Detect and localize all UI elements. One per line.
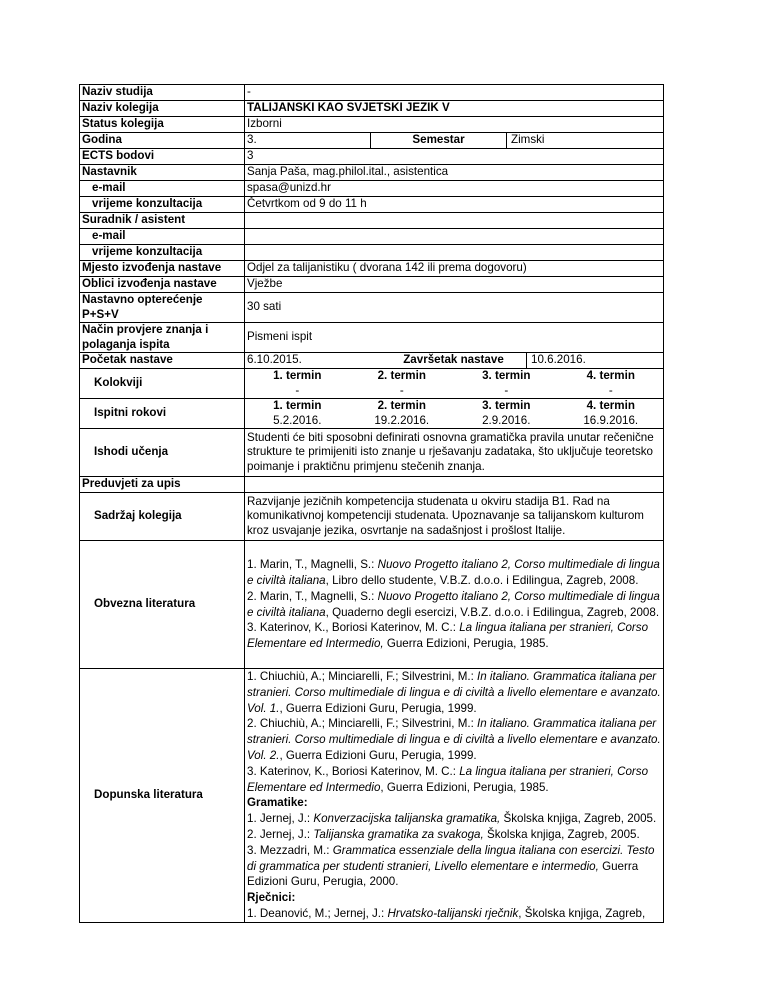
value-semestar: Zimski <box>511 133 545 147</box>
value-zavrsetak: 10.6.2016. <box>527 353 664 367</box>
value-status-kolegija: Izborni <box>245 117 664 133</box>
value-vrijeme-konzultacija-asistent <box>245 245 664 261</box>
kolokviji-header-3: 3. termin <box>482 369 531 383</box>
obvezna-2-authors: 2. Marin, T., Magnelli, S.: <box>247 589 378 603</box>
value-email: spasa@unizd.hr <box>245 181 664 197</box>
label-ispitni-rokovi: Ispitni rokovi <box>80 399 245 429</box>
gramatike-2-publisher: Školska knjiga, Zagreb, 2005. <box>483 827 640 841</box>
rjecnici-1-publisher: , Školska knjiga, Zagreb, <box>518 906 646 920</box>
gramatike-1-publisher: Školska knjiga, Zagreb, 2005. <box>500 812 657 826</box>
obvezna-2-publisher: , Quaderno degli esercizi, V.B.Z. d.o.o. i Edilingua, Zagreb, 2008. <box>325 605 660 619</box>
label-dopunska: Dopunska literatura <box>80 669 245 923</box>
value-sadrzaj: Razvijanje jezičnih kompetencija studenata u okviru stadija B1. Rad na komunikativnoj kompetenciji studenata. Upoznavanje sa talijanskom kulturom kroz usvajanje jezika, osvrtanje na sadašnjost i prošlost Italije. <box>245 493 664 541</box>
label-provjera-line2: polaganja ispita <box>82 337 170 351</box>
rjecnici-item-1 <box>247 906 661 922</box>
rjecnici-heading: Rječnici: <box>247 891 296 905</box>
kolokviji-table <box>245 369 663 398</box>
rjecnici-1-title: Hrvatsko-talijanski rječnik <box>387 906 519 920</box>
gramatike-3-publisher: Guerra Edizioni Guru, Perugia, 2000. <box>247 859 639 889</box>
value-provjera: Pismeni ispit <box>245 323 664 353</box>
label-sadrzaj: Sadržaj kolegija <box>80 493 245 541</box>
value-mjesto: Odjel za talijanistiku ( dvorana 142 ili prema dogovoru) <box>245 261 664 277</box>
obvezna-1-title: Nuovo Progetto italiano 2, Corso multimediale di lingua e civiltà italiana <box>247 558 660 587</box>
dopunska-3-title: La lingua italiana per stranieri, Corso Elementare ed Intermedio <box>247 764 649 794</box>
dopunska-3-publisher: , Guerra Edizioni, Perugia, 1985. <box>380 780 549 794</box>
gramatike-2-authors: 2. Jernej, J.: <box>247 827 314 841</box>
label-godina: Godina <box>80 133 245 149</box>
obvezna-3-authors: 3. Katerinov, K., Boriosi Katerinov, M. C.: <box>247 621 460 635</box>
label-ishodi: Ishodi učenja <box>80 429 245 477</box>
label-kolokviji: Kolokviji <box>80 369 245 399</box>
gramatike-item-1 <box>247 811 661 827</box>
rokovi-header-3: 3. termin <box>482 399 531 413</box>
obvezna-item-1 <box>247 557 661 589</box>
label-status-kolegija: Status kolegija <box>80 117 245 133</box>
label-pocetak: Početak nastave <box>80 353 245 369</box>
kolokviji-value-4: - <box>608 383 613 397</box>
obvezna-1-publisher: , Libro dello studente, V.B.Z. d.o.o. i Edilingua, Zagreb, 2008. <box>325 573 639 587</box>
gramatike-1-title: Konverzacijska talijanska gramatika, <box>313 812 501 826</box>
kolokviji-header-4: 4. termin <box>586 369 635 383</box>
dopunska-2-publisher: , Guerra Edizioni Guru, Perugia, 1999. <box>279 748 477 762</box>
ispitni-rokovi-table <box>245 399 663 428</box>
dopunska-2-authors: 2. Chiuchiù, A.; Minciarelli, F.; Silvestrini, M.: <box>247 717 478 731</box>
label-oblici: Oblici izvođenja nastave <box>80 277 245 293</box>
value-pocetak: 6.10.2015. <box>247 353 302 367</box>
rokovi-value-2: 19.2.2016. <box>374 413 430 427</box>
gramatike-1-authors: 1. Jernej, J.: <box>247 812 314 826</box>
label-nastavnik: Nastavnik <box>80 165 245 181</box>
course-syllabus-table <box>79 84 664 923</box>
obvezna-item-2 <box>247 589 661 621</box>
label-ects: ECTS bodovi <box>80 149 245 165</box>
obvezna-1-authors: 1. Marin, T., Magnelli, S.: <box>247 558 378 572</box>
label-naziv-studija: Naziv studija <box>80 85 245 101</box>
label-obvezna: Obvezna literatura <box>80 541 245 669</box>
gramatike-item-3 <box>247 843 661 890</box>
value-nastavnik: Sanja Paša, mag.philol.ital., asistentica <box>245 165 664 181</box>
gramatike-3-authors: 3. Mezzadri, M.: <box>247 843 333 857</box>
dopunska-2-title: In italiano. Grammatica italiana per stranieri. Corso multimediale di lingua e di civiltà a livello elementare e avanzato. Vol. 2. <box>247 717 661 762</box>
value-dopunska-literatura <box>245 669 664 923</box>
value-vrijeme-konzultacija: Četvrtkom od 9 do 11 h <box>245 197 664 213</box>
rokovi-header-4: 4. termin <box>586 399 635 413</box>
label-opterecenje <box>80 293 245 323</box>
label-email-asistent: e-mail <box>80 229 245 245</box>
value-suradnik <box>245 213 664 229</box>
label-vrijeme-konzultacija-asistent: vrijeme konzultacija <box>80 245 245 261</box>
rokovi-value-3: 2.9.2016. <box>482 413 531 427</box>
label-semestar: Semestar <box>371 133 507 147</box>
kolokviji-value-3: - <box>504 383 509 397</box>
dopunska-3-authors: 3. Katerinov, K., Boriosi Katerinov, M. C.: <box>247 764 460 778</box>
gramatike-heading: Gramatike: <box>247 796 308 810</box>
dopunska-1-authors: 1. Chiuchiù, A.; Minciarelli, F.; Silvestrini, M.: <box>247 670 478 683</box>
value-ects: 3 <box>245 149 664 165</box>
obvezna-2-title: Nuovo Progetto italiano 2, Corso multimediale di lingua e civiltà italiana <box>247 589 660 619</box>
rokovi-header-2: 2. termin <box>377 399 426 413</box>
dopunska-item-2 <box>247 716 661 763</box>
label-naziv-kolegija: Naziv kolegija <box>80 101 245 117</box>
kolokviji-header-2: 2. termin <box>377 369 426 383</box>
obvezna-item-3 <box>247 620 661 652</box>
value-naziv-kolegija: TALIJANSKI KAO SVJETSKI JEZIK V <box>245 101 664 117</box>
dopunska-1-publisher: , Guerra Edizioni Guru, Perugia, 1999. <box>279 701 477 715</box>
label-provjera-line1: Način provjere znanja i <box>82 323 209 337</box>
value-ishodi: Studenti će biti sposobni definirati osnovna gramatička pravila unutar rečenične strukture te primijeniti isto znanje u rješavanju zadataka, što uključuje teoretsko poimanje i praktičnu primjenu stečenih znanja. <box>245 429 664 477</box>
gramatike-item-2 <box>247 827 661 843</box>
label-provjera <box>80 323 245 353</box>
kolokviji-value-1: - <box>295 383 300 397</box>
obvezna-3-title: La lingua italiana per stranieri, Corso Elementare ed Intermedio, <box>247 621 649 651</box>
dopunska-item-3 <box>247 764 661 796</box>
label-opterecenje-line2: P+S+V <box>82 307 119 321</box>
value-naziv-studija: - <box>245 85 664 101</box>
value-obvezna-literatura <box>245 541 664 669</box>
label-preduvjeti: Preduvjeti za upis <box>80 477 245 493</box>
kolokviji-value-2: - <box>399 383 404 397</box>
gramatike-2-title: Talijanska gramatika za svakoga, <box>313 827 484 841</box>
rjecnici-1-authors: 1. Deanović, M.; Jernej, J.: <box>247 906 388 920</box>
label-mjesto: Mjesto izvođenja nastave <box>80 261 245 277</box>
label-email: e-mail <box>80 181 245 197</box>
rokovi-value-4: 16.9.2016. <box>583 413 639 427</box>
label-suradnik: Suradnik / asistent <box>80 213 245 229</box>
value-oblici: Vježbe <box>245 277 664 293</box>
gramatike-3-title: Grammatica essenziale della lingua italiana con esercizi. Testo di grammatica per studenti stranieri, Livello elementare e intermedio, <box>247 843 655 873</box>
obvezna-3-publisher: Guerra Edizioni, Perugia, 1985. <box>383 637 549 651</box>
dopunska-1-title: In italiano. Grammatica italiana per stranieri. Corso multimediale di lingua e di civiltà a livello elementare e avanzato. Vol. 1. <box>247 670 661 715</box>
label-vrijeme-konzultacija: vrijeme konzultacija <box>80 197 245 213</box>
value-godina: 3. <box>247 133 257 147</box>
rokovi-header-1: 1. termin <box>273 399 322 413</box>
label-opterecenje-line1: Nastavno opterećenje <box>82 293 203 307</box>
label-zavrsetak: Završetak nastave <box>403 353 504 367</box>
rokovi-value-1: 5.2.2016. <box>273 413 322 427</box>
value-email-asistent <box>245 229 664 245</box>
value-preduvjeti <box>245 477 664 493</box>
dopunska-item-1 <box>247 669 661 716</box>
kolokviji-header-1: 1. termin <box>273 369 322 383</box>
value-opterecenje: 30 sati <box>245 293 664 323</box>
